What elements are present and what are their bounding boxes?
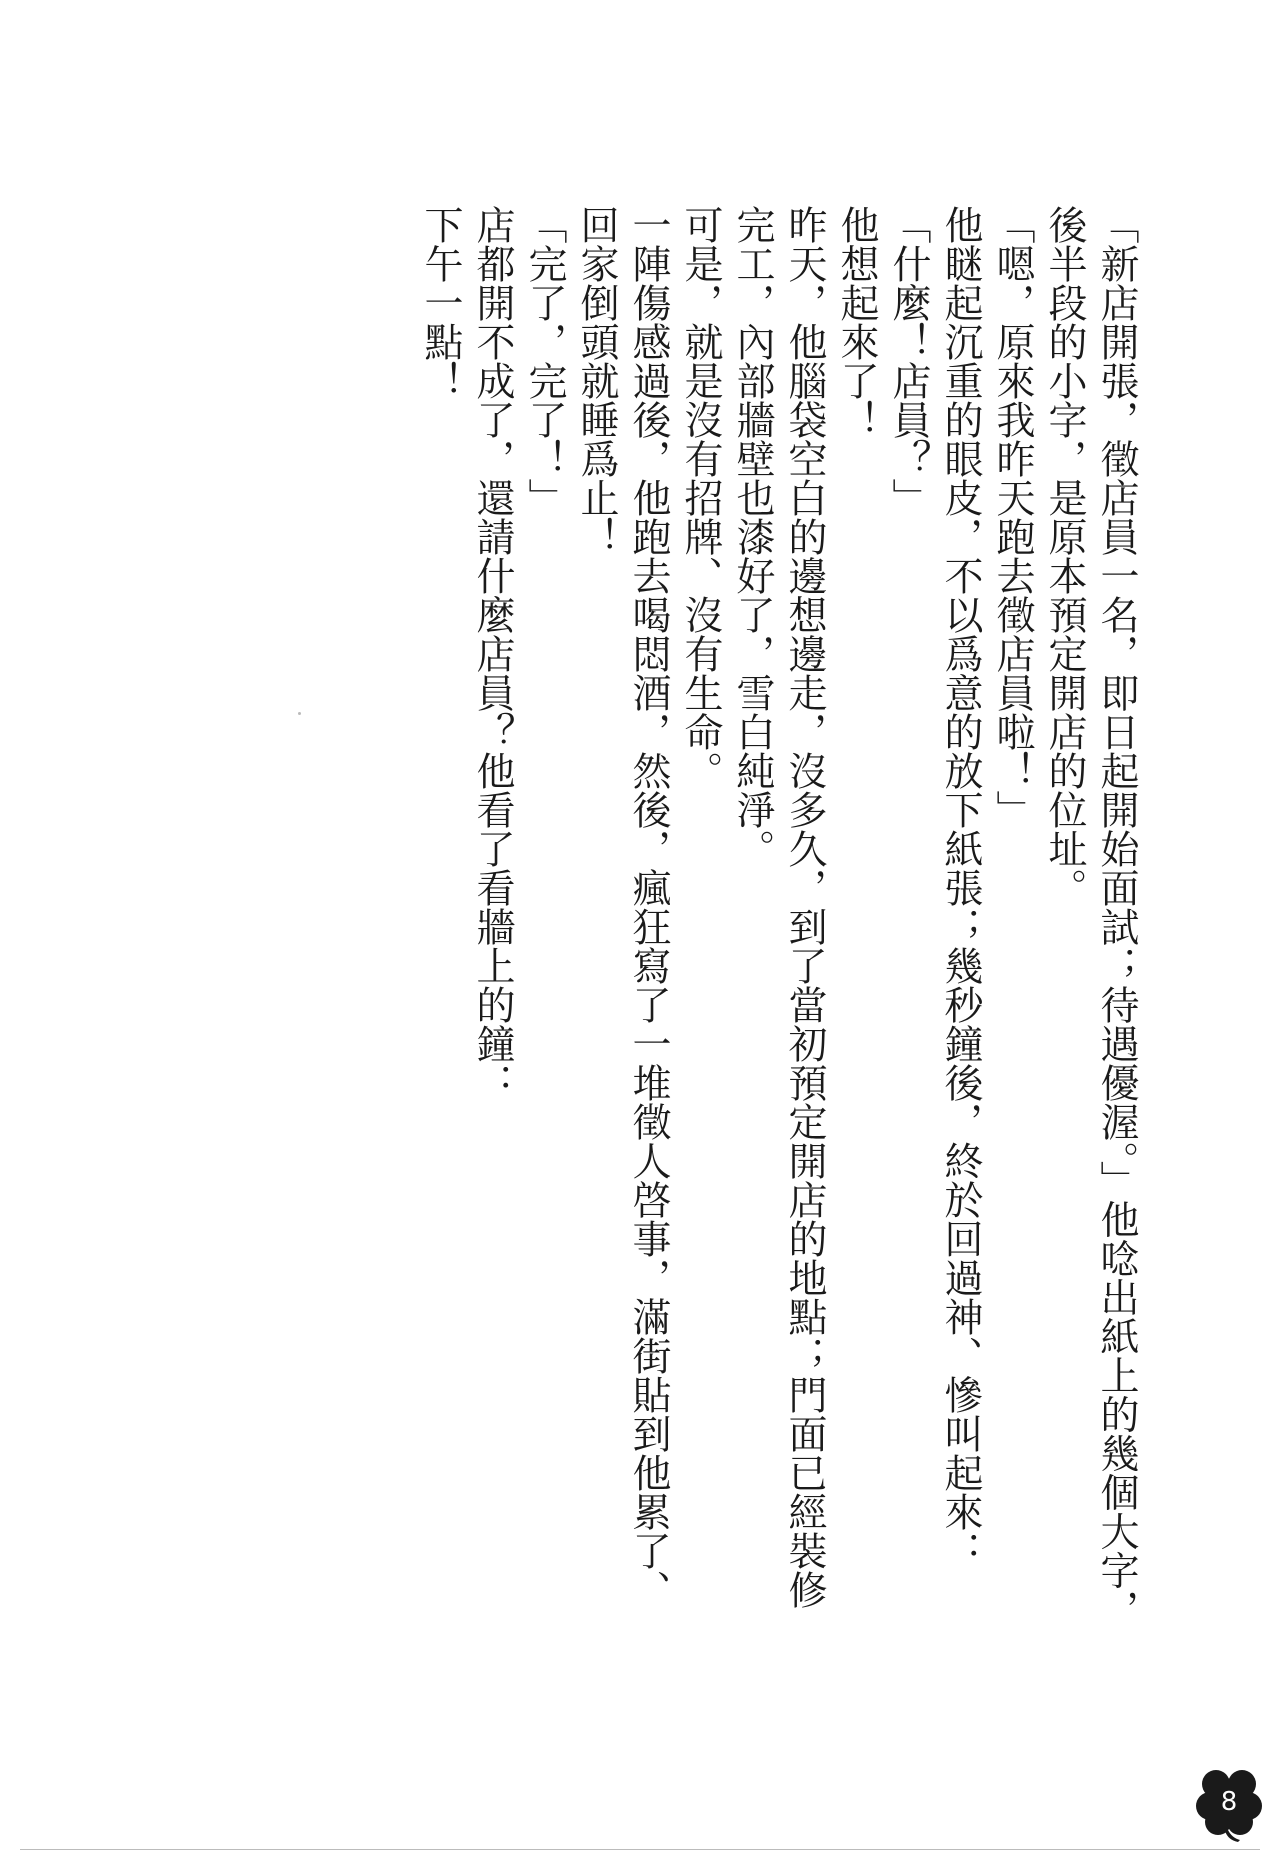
footer-rule	[20, 1849, 1260, 1850]
paragraph-6: 昨天，他腦袋空白的邊想邊走，沒多久，到了當初預定開店的地點；門面已經裝修完工，內部牆壁也漆好了，雪白純淨。	[730, 205, 827, 1609]
paragraph-2: 「嗯，原來我昨天跑去徵店員啦！」	[990, 205, 1035, 829]
paragraph-9: 「完了，完了！」	[522, 205, 567, 517]
paragraph-1: 「新店開張，徵店員一名，即日起開始面試；待遇優渥。」他唸出紙上的幾個大字，後半段的小字，是原本預定開店的位址。	[1042, 205, 1139, 1629]
paragraph-5: 他想起來了！	[834, 205, 879, 439]
paragraph-11: 下午一點！	[418, 205, 463, 400]
paragraph-7: 可是，就是沒有招牌、沒有生命。	[678, 205, 723, 790]
paragraph-3: 他瞇起沉重的眼皮，不以爲意的放下紙張；幾秒鐘後，終於回過神、慘叫起來：	[938, 205, 983, 1570]
page-number: 8	[1220, 1787, 1238, 1817]
vertical-text-body	[414, 205, 1142, 1645]
paragraph-4: 「什麼！店員？」	[886, 205, 931, 517]
scan-speck	[298, 712, 301, 715]
paragraph-8: 一陣傷感過後，他跑去喝悶酒，然後，瘋狂寫了一堆徵人啓事，滿街貼到他累了、回家倒頭就睡爲止！	[574, 205, 671, 1609]
paragraph-10: 店都開不成了，還請什麼店員？他看了看牆上的鐘：	[470, 205, 515, 1102]
